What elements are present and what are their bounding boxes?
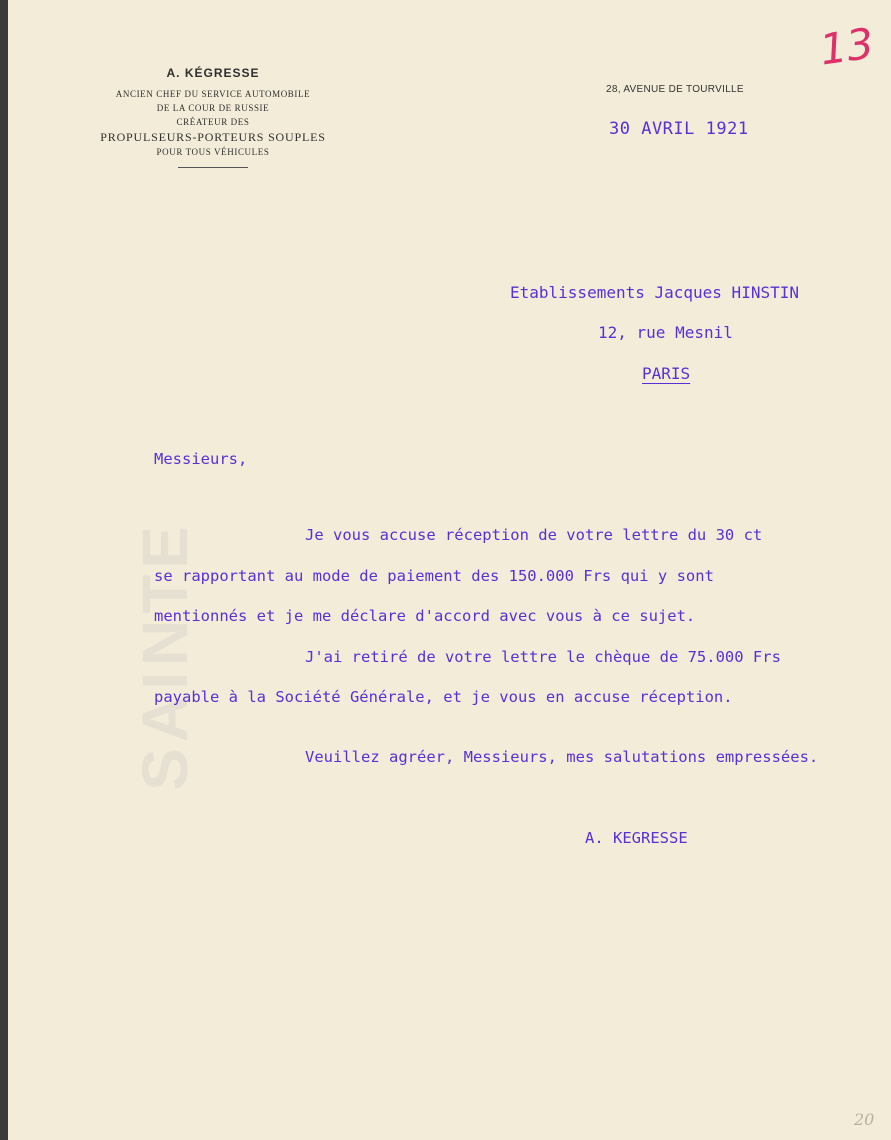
corner-pencil-mark: 20 [854,1110,875,1129]
letterhead-name: A. KÉGRESSE [166,66,260,80]
handwritten-page-number: 13 [816,18,877,75]
body-line-5: payable à la Société Générale, et je vous en accuse réception. [154,688,733,706]
letterhead-line-3: CRÉATEUR DES [176,117,250,127]
body-line-1: Je vous accuse réception de votre lettre du 30 ct [305,526,763,544]
recipient-line-3: PARIS [642,364,691,383]
letter-date: 30 AVRIL 1921 [609,119,749,139]
letterhead [68,66,358,168]
sender-address: 28, AVENUE DE TOURVILLE [606,84,744,95]
recipient-line-2: 12, rue Mesnil [598,323,733,342]
letterhead-line-5: POUR TOUS VÉHICULES [156,147,270,157]
letterhead-line-1: ANCIEN CHEF DU SERVICE AUTOMOBILE [115,89,311,99]
body-line-2: se rapportant au mode de paiement des 150.000 Frs qui y sont [154,567,714,585]
body-line-3: mentionnés et je me déclare d'accord avec vous à ce sujet. [154,607,696,625]
salutation: Messieurs, [154,450,248,468]
bleed-through-watermark: SAINTE [129,520,201,791]
typed-signature: A. KEGRESSE [585,829,688,847]
body-line-4: J'ai retiré de votre lettre le chèque de 75.000 Frs [305,648,781,666]
letterhead-line-2: DE LA COUR DE RUSSIE [156,103,270,113]
body-line-6: Veuillez agréer, Messieurs, mes salutations empressées. [305,748,819,766]
recipient-line-1: Etablissements Jacques HINSTIN [510,283,799,302]
letterhead-divider [178,167,248,168]
letterhead-line-4: PROPULSEURS-PORTEURS SOUPLES [100,130,326,144]
